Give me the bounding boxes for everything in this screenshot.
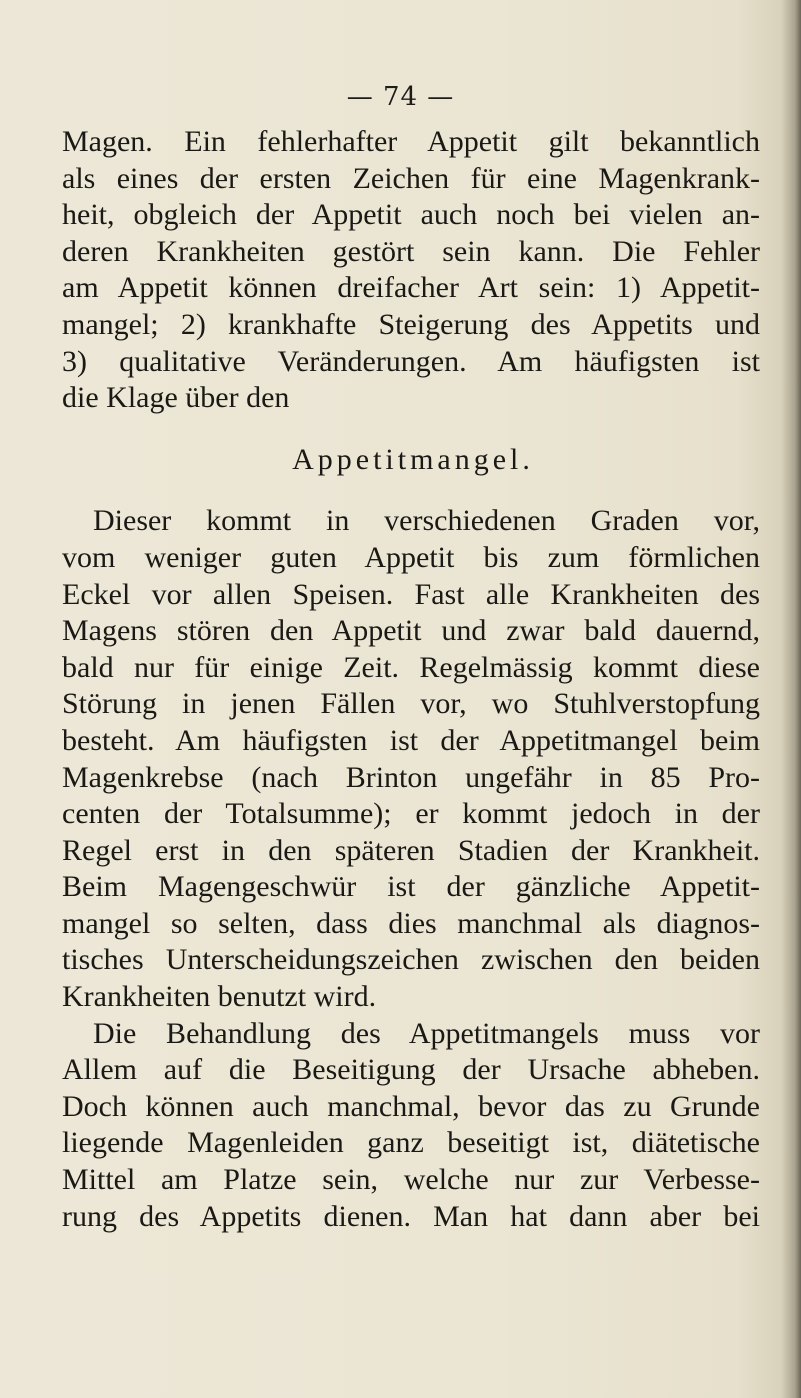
text-line: mangel so selten, dass dies manchmal als diagnos-: [62, 906, 760, 940]
text-line: Störung in jenen Fällen vor, wo Stuhlverstopfung: [62, 687, 760, 721]
text-line: Doch können auch manchmal, bevor das zu Grunde: [62, 1089, 760, 1123]
text-line: am Appetit können dreifacher Art sein: 1) Appetit-: [62, 271, 760, 305]
text-line: Allem auf die Beseitigung der Ursache abheben.: [62, 1053, 760, 1087]
text-line: Magen. Ein fehlerhafter Appetit gilt bekanntlich: [62, 125, 760, 158]
text-line: Eckel vor allen Speisen. Fast alle Krankheiten des: [62, 577, 760, 611]
text-line: liegende Magenleiden ganz beseitigt ist, diätetische: [62, 1126, 760, 1160]
text-line: Mittel am Platze sein, welche nur zur Verbesse-: [62, 1163, 760, 1197]
paragraph-2: [62, 503, 760, 1015]
page-edge-shadow: [781, 0, 801, 1398]
text-line: Die Behandlung des Appetitmangels muss vor: [93, 1016, 760, 1050]
text-line: die Klage über den: [62, 381, 290, 415]
text-line: Dieser kommt in verschiedenen Graden vor,: [93, 504, 760, 538]
page-body: [62, 124, 760, 1235]
text-line: deren Krankheiten gestört sein kann. Die Fehler: [62, 234, 760, 268]
text-line: als eines der ersten Zeichen für eine Magenkrank-: [62, 161, 760, 195]
text-line: centen der Totalsumme); er kommt jedoch in der: [62, 797, 760, 831]
text-line: Beim Magengeschwür ist der gänzliche Appetit-: [62, 870, 760, 904]
text-line: mangel; 2) krankhafte Steigerung des Appetits und: [62, 307, 760, 341]
section-heading: Appetitmangel.: [292, 442, 534, 476]
text-line: tisches Unterscheidungszeichen zwischen den beiden: [62, 943, 760, 977]
page-number: — 74 —: [346, 82, 455, 112]
text-line: rung des Appetits dienen. Man hat dann aber bei: [62, 1199, 760, 1233]
text-line: bald nur für einige Zeit. Regelmässig kommt diese: [62, 650, 760, 684]
text-line: Magens stören den Appetit und zwar bald dauernd,: [62, 614, 760, 648]
paragraph-1: [62, 124, 760, 417]
text-line: vom weniger guten Appetit bis zum förmlichen: [62, 540, 760, 574]
paragraph-3: [62, 1016, 760, 1236]
text-line: heit, obgleich der Appetit auch noch bei vielen an-: [62, 198, 760, 232]
text-line: Magenkrebse (nach Brinton ungefähr in 85 Pro-: [62, 760, 760, 794]
text-line: besteht. Am häufigsten ist der Appetitmangel beim: [62, 723, 760, 757]
text-line: 3) qualitative Veränderungen. Am häufigsten ist: [62, 344, 760, 378]
text-line: Regel erst in den späteren Stadien der Krankheit.: [62, 833, 760, 867]
text-line: Krankheiten benutzt wird.: [62, 980, 377, 1014]
